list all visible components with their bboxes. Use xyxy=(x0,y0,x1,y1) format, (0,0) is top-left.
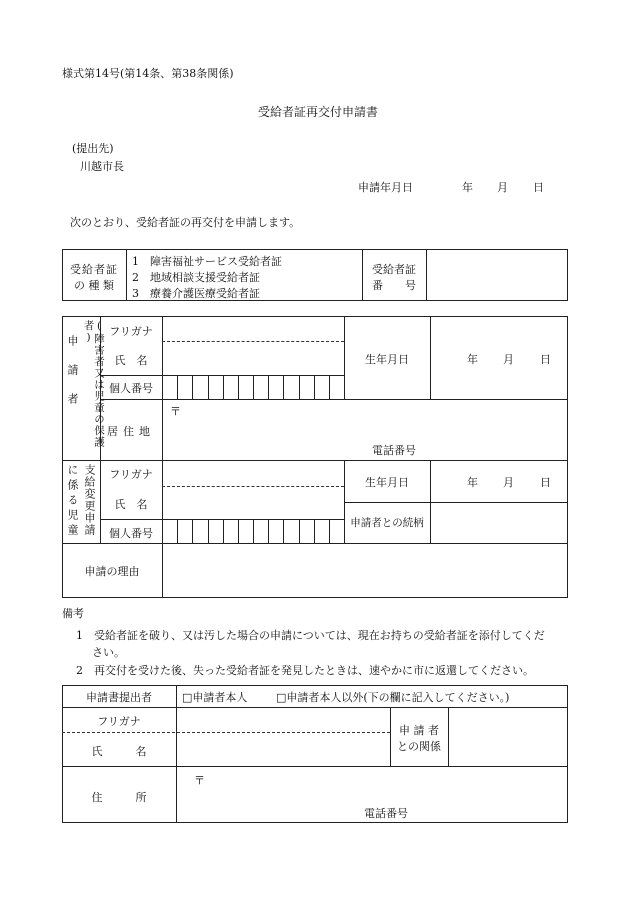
certificate-option-2: 2 地域相談支援受給者証 xyxy=(132,271,260,284)
submitter-name-field[interactable] xyxy=(178,734,388,764)
applicant-birth-day: 日 xyxy=(540,353,551,366)
applicant-digit-divider xyxy=(192,375,193,399)
child-digit-divider xyxy=(329,519,330,543)
submitter-relation-label-2: との関係 xyxy=(397,740,441,753)
applicant-name-field[interactable] xyxy=(164,343,342,373)
page-title: 受給者証再交付申請書 xyxy=(258,105,379,119)
applicant-digit-divider xyxy=(299,375,300,399)
child-furigana-label: フリガナ xyxy=(109,468,153,481)
submitter-label: 申請書提出者 xyxy=(86,691,152,704)
notes-heading: 備考 xyxy=(62,607,84,620)
applicant-address-label: 居住地 xyxy=(107,425,155,438)
child-birthdate-label: 生年月日 xyxy=(365,476,409,489)
intro-text: 次のとおり、受給者証の再交付を申請します。 xyxy=(70,216,301,229)
recipient-name: 川越市長 xyxy=(80,160,124,173)
date-day: 日 xyxy=(533,181,544,194)
child-birth-month: 月 xyxy=(503,476,514,489)
applicant-digit-divider xyxy=(268,375,269,399)
child-digit-divider xyxy=(283,519,284,543)
form-number: 様式第14号(第14条、第38条関係) xyxy=(62,67,234,80)
certificate-type-label-1: 受給者証 xyxy=(70,263,118,276)
date-year: 年 xyxy=(462,181,473,194)
applicant-phone-label: 電話番号 xyxy=(372,444,416,457)
submitter-relation-field[interactable] xyxy=(450,709,566,764)
date-month: 月 xyxy=(497,181,508,194)
child-name-label: 氏 名 xyxy=(114,498,148,511)
certificate-number-field[interactable] xyxy=(428,251,566,299)
submitter-postal-mark: 〒 xyxy=(194,774,205,787)
applicant-section-label: 申請者 xyxy=(66,335,79,422)
applicant-digit-divider xyxy=(208,375,209,399)
applicant-birth-year: 年 xyxy=(467,353,478,366)
applicant-digit-divider xyxy=(283,375,284,399)
submitter-address-field[interactable] xyxy=(208,770,564,800)
applicant-number-label: 個人番号 xyxy=(109,382,153,395)
submitter-furigana-field[interactable] xyxy=(178,709,388,731)
child-furigana-field[interactable] xyxy=(164,462,342,484)
submitter-option-self[interactable]: □申請者本人 xyxy=(182,691,248,704)
applicant-name-label: 氏 名 xyxy=(114,354,148,367)
note-2: 2 再交付を受けた後、失った受給者証を発見したときは、速やかに市に返還してください。 xyxy=(76,664,534,677)
submitter-furigana-label: フリガナ xyxy=(97,715,141,728)
child-relation-field[interactable] xyxy=(432,504,566,541)
submitter-option-other[interactable]: □申請者本人以外(下の欄に記入してください。) xyxy=(276,691,510,704)
reason-label: 申請の理由 xyxy=(84,565,140,578)
child-section-label-b: 支給変更申請 xyxy=(83,464,96,536)
applicant-furigana-label: フリガナ xyxy=(109,325,153,338)
child-birth-day: 日 xyxy=(540,476,551,489)
note-1-cont: さい。 xyxy=(92,646,125,659)
applicant-digit-divider xyxy=(253,375,254,399)
child-digit-divider xyxy=(299,519,300,543)
child-digit-divider xyxy=(208,519,209,543)
applicant-digit-divider xyxy=(238,375,239,399)
applicant-address-field[interactable] xyxy=(186,402,564,438)
applicant-birthdate-label: 生年月日 xyxy=(365,353,409,366)
applicant-furigana-field[interactable] xyxy=(164,318,342,340)
submitter-name-label: 氏 名 xyxy=(91,745,147,758)
certificate-type-label-2: の 種 類 xyxy=(74,279,114,292)
child-number-label: 個人番号 xyxy=(109,527,153,540)
child-digit-divider xyxy=(192,519,193,543)
applicant-birth-month: 月 xyxy=(503,353,514,366)
certificate-option-3: 3 療養介護医療受給者証 xyxy=(132,287,260,300)
recipient-label: (提出先) xyxy=(72,142,114,155)
applicant-section-sub: (障害者又は児童の保護者) xyxy=(82,320,105,448)
child-digit-divider xyxy=(177,519,178,543)
applicant-digit-divider xyxy=(329,375,330,399)
child-digit-divider xyxy=(223,519,224,543)
certificate-number-label-2: 番 号 xyxy=(372,279,416,292)
certificate-number-label-1: 受給者証 xyxy=(372,263,416,276)
applicant-postal-mark: 〒 xyxy=(170,405,181,418)
applicant-digit-divider xyxy=(223,375,224,399)
child-digit-divider xyxy=(238,519,239,543)
child-section-label-a: に係る児童 xyxy=(66,464,79,539)
child-digit-divider xyxy=(268,519,269,543)
certificate-option-1: 1 障害福祉サービス受給者証 xyxy=(132,255,282,268)
child-digit-divider xyxy=(253,519,254,543)
child-relation-label: 申請者との続柄 xyxy=(350,517,424,529)
submitter-address-label: 住 所 xyxy=(91,791,147,804)
child-birth-year: 年 xyxy=(467,476,478,489)
child-digit-divider xyxy=(314,519,315,543)
date-label: 申請年月日 xyxy=(358,181,413,194)
submitter-phone-label: 電話番号 xyxy=(364,807,408,820)
applicant-digit-divider xyxy=(314,375,315,399)
reason-field[interactable] xyxy=(164,545,566,596)
note-1: 1 受給者証を破り、又は汚した場合の申請については、現在お持ちの受給者証を添付してくだ xyxy=(76,629,545,642)
child-name-field[interactable] xyxy=(164,488,342,518)
submitter-relation-label-1: 申 請 者 xyxy=(399,724,439,737)
applicant-digit-divider xyxy=(177,375,178,399)
